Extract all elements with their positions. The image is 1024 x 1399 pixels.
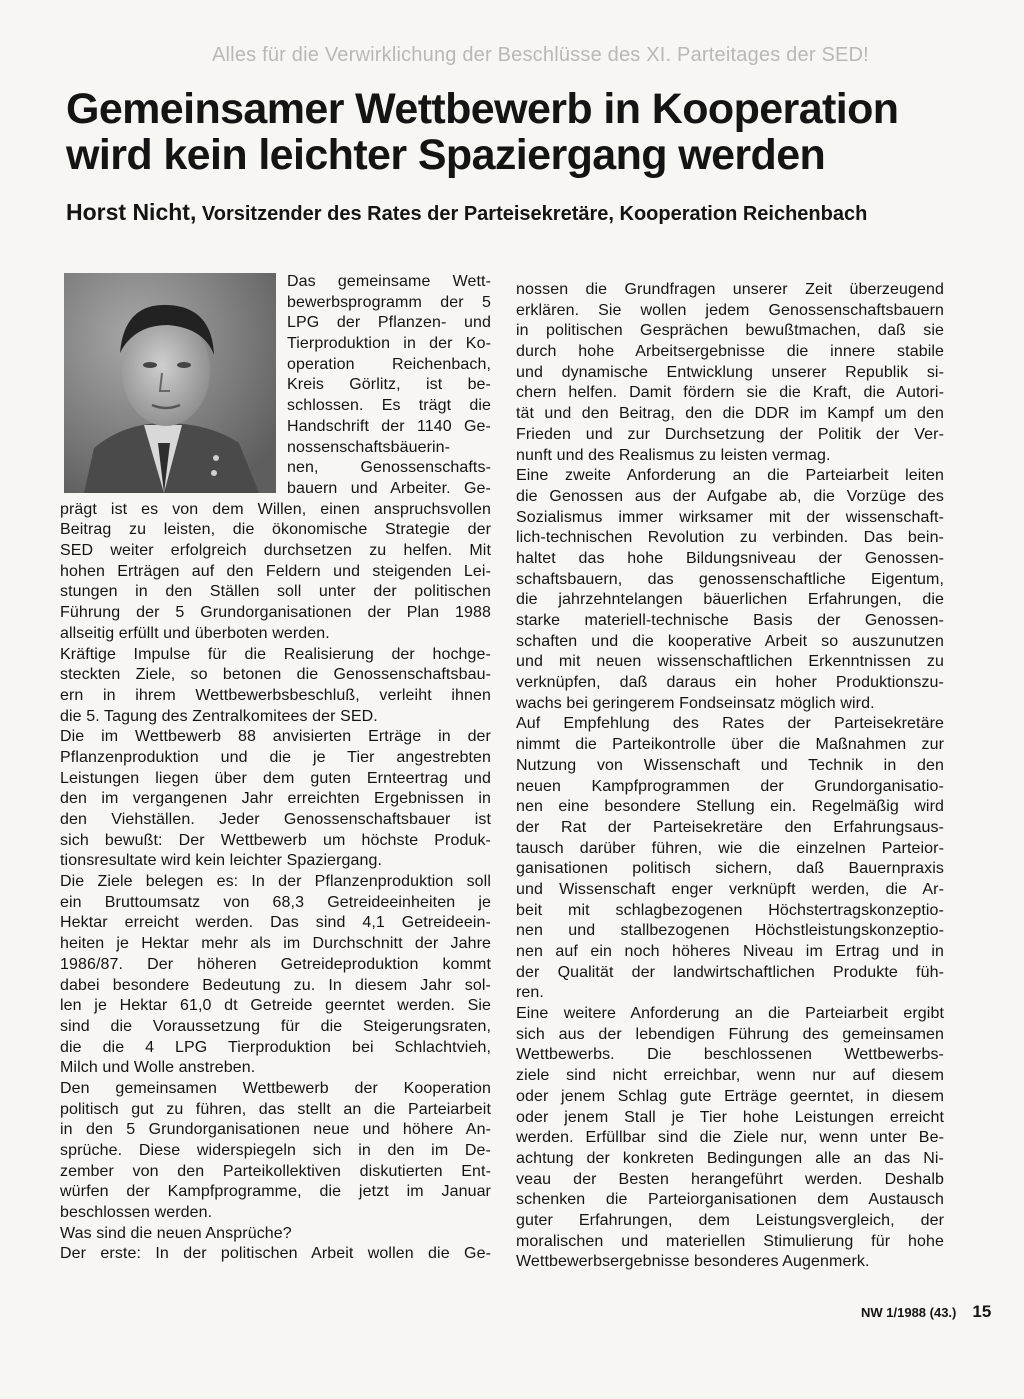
author-photo bbox=[64, 273, 276, 493]
text-line: sprüche. Diese widerspiegeln sich in den im De- bbox=[60, 1142, 491, 1159]
issue-reference: NW 1/1988 (43.) bbox=[861, 1305, 957, 1320]
text-line: Auf Empfehlung des Rates der Parteisekretäre bbox=[516, 715, 944, 733]
text-line: den im vergangenen Jahr erreichten Ergebnissen in bbox=[60, 790, 491, 808]
text-line: den Viehställen. Jeder Genossenschaftsbauer ist bbox=[60, 811, 491, 828]
text-line: politisch gut zu führen, das stellt an die Parteiarbeit bbox=[60, 1100, 491, 1118]
text-line: Kreis Görlitz, ist be- bbox=[287, 376, 491, 394]
article-headline bbox=[66, 86, 966, 178]
text-line: ren. bbox=[516, 984, 544, 1002]
text-line: Leistungen liegen über dem guten Ernteertrag und bbox=[60, 769, 491, 787]
text-line: zember von den Parteikollektiven diskutierten Ent- bbox=[60, 1162, 491, 1180]
text-line: nimmt die Parteikontrolle über die Maßnahmen zur bbox=[516, 736, 944, 754]
text-line: Eine zweite Anforderung an die Parteiarbeit leiten bbox=[516, 467, 944, 485]
text-line: oder jenem Stall je Tier hohe Leistungen erreicht bbox=[516, 1108, 944, 1126]
portrait-image bbox=[64, 273, 276, 493]
text-line: Wettbewerbsergebnisse besonderes Augenmerk. bbox=[516, 1253, 870, 1271]
text-line: Was sind die neuen Ansprüche? bbox=[60, 1224, 292, 1242]
text-line: nunft und des Realismus zu leisten vermag. bbox=[516, 446, 831, 464]
article-text-column-narrow bbox=[287, 272, 491, 500]
page-number: 15 bbox=[972, 1302, 992, 1321]
text-line: Der erste: In der politischen Arbeit wollen die Ge- bbox=[60, 1245, 491, 1263]
text-line: nen eine besondere Stellung ein. Regelmäßig wird bbox=[516, 798, 944, 816]
text-line: starke materiell-technische Basis der Genossen- bbox=[516, 612, 944, 629]
text-line: Nutzung von Wissenschaft und Technik in den bbox=[516, 756, 944, 774]
text-line: beschlossen werden. bbox=[60, 1204, 213, 1222]
text-line: werden. Erfüllbar sind die Ziele nur, wenn unter Be- bbox=[516, 1129, 944, 1147]
headline-line-2: wird kein leichter Spaziergang werden bbox=[66, 131, 826, 179]
text-line: moralischen und materiellen Stimulierung für hohe bbox=[516, 1232, 944, 1250]
article-text-column-right bbox=[516, 280, 944, 1273]
text-line: Frieden und zur Durchsetzung der Politik der Ver- bbox=[516, 425, 944, 443]
author-role: Vorsitzender des Rates der Parteisekretäre, Kooperation Reichenbach bbox=[196, 203, 868, 225]
text-line: und mit neuen wissenschaftlichen Erkenntnissen zu bbox=[516, 653, 944, 671]
text-line: Wettbewerbs. Die beschlossenen Wettbewerbs- bbox=[516, 1046, 944, 1064]
text-line: bewerbsprogramm der 5 bbox=[287, 293, 491, 311]
text-line: LPG der Pflanzen- und bbox=[287, 314, 491, 332]
text-line: achtung der konkreten Bedingungen alle an das Ni- bbox=[516, 1149, 944, 1167]
text-line: Sozialismus immer wirksamer mit der wissenschaft- bbox=[516, 508, 944, 526]
text-line: in politischen Gesprächen bewußtmachen, daß sie bbox=[516, 322, 944, 340]
article-text-column-left bbox=[60, 500, 491, 1265]
text-line: oder jenem Schlag gute Erträge geerntet, in diesem bbox=[516, 1087, 944, 1105]
kicker-slogan: Alles für die Verwirklichung der Beschlüsse des XI. Parteitages der SED! bbox=[212, 44, 869, 66]
text-line: len je Hektar 61,0 dt Getreide geerntet werden. Sie bbox=[60, 997, 491, 1015]
text-line: schaften und die kooperative Arbeit so auszunutzen bbox=[516, 632, 944, 650]
text-line: allseitig erfüllt und überboten werden. bbox=[60, 624, 330, 642]
text-line: ziele sind nicht erreichbar, wenn nur auf diesem bbox=[516, 1067, 944, 1085]
text-line: Die Ziele belegen es: In der Pflanzenproduktion soll bbox=[60, 873, 491, 891]
text-line: erklären. Sie wollen jedem Genossenschaftsbauern bbox=[516, 301, 944, 319]
text-line: steckten Ziele, so betonen die Genossenschaftsbau- bbox=[60, 666, 491, 684]
text-line: Pflanzenproduktion und die je Tier angestrebten bbox=[60, 748, 491, 766]
byline bbox=[66, 199, 966, 226]
text-line: sich aus der lebendigen Führung des gemeinsamen bbox=[516, 1025, 944, 1043]
text-line: die die 4 LPG Tierproduktion bei Schlachtvieh, bbox=[60, 1038, 491, 1056]
text-line: neuen Kampfprogrammen der Grundorganisatio- bbox=[516, 777, 944, 795]
text-line: der Rat der Parteisekretäre den Erfahrungsaus- bbox=[516, 818, 944, 836]
text-line: Führung der 5 Grundorganisationen der Plan 1988 bbox=[60, 604, 491, 622]
text-line: würfen der Kampfprogramme, die jetzt im Januar bbox=[60, 1183, 491, 1201]
headline-line-1: Gemeinsamer Wettbewerb in Kooperation bbox=[66, 85, 899, 133]
text-line: lich-technischen Revolution zu verbinden. Das bein- bbox=[516, 529, 944, 547]
text-line: sind die Voraussetzung für die Steigerungsraten, bbox=[60, 1017, 491, 1035]
text-line: tionsresultate wird kein leichter Spaziergang. bbox=[60, 852, 383, 870]
text-line: tät und den Beitrag, den die DDR im Kampf um den bbox=[516, 405, 944, 423]
text-line: tausch darüber führen, wie die einzelnen Parteior- bbox=[516, 839, 944, 857]
text-line: chern helfen. Damit fördern sie die Kraft, die Autori- bbox=[516, 384, 944, 402]
text-line: die jahrzehntelangen bäuerlichen Erfahrungen, die bbox=[516, 591, 944, 609]
text-line: bauern und Arbeiter. Ge- bbox=[287, 479, 491, 497]
text-line: der Qualität der landwirtschaftlichen Produkte füh- bbox=[516, 963, 944, 981]
text-line: die 5. Tagung des Zentralkomitees der SED. bbox=[60, 707, 378, 725]
text-line: 1986/87. Der höheren Getreideproduktion kommt bbox=[60, 955, 491, 973]
text-line: guter Erfahrungen, dem Leistungsvergleich, der bbox=[516, 1211, 944, 1229]
text-line: schaftsbauern, das genossenschaftliche Eigentum, bbox=[516, 570, 944, 588]
text-line: Das gemeinsame Wett- bbox=[287, 273, 491, 290]
text-line: Die im Wettbewerb 88 anvisierten Erträge in der bbox=[60, 728, 491, 746]
text-line: Den gemeinsamen Wettbewerb der Kooperation bbox=[60, 1079, 491, 1097]
text-line: Eine weitere Anforderung an die Parteiarbeit ergibt bbox=[516, 1005, 944, 1023]
text-line: Kräftige Impulse für die Realisierung der hochge- bbox=[60, 645, 491, 663]
text-line: nossen die Grundfragen unserer Zeit überzeugend bbox=[516, 281, 944, 298]
text-line: schlossen. Es trägt die bbox=[287, 397, 491, 415]
text-line: nen und stallbezogenen Höchstleistungskonzeptio- bbox=[516, 922, 944, 940]
text-line: Beitrag zu leisten, die ökonomische Strategie der bbox=[60, 521, 491, 539]
text-line: operation Reichenbach, bbox=[287, 355, 491, 373]
author-name: Horst Nicht, bbox=[66, 199, 197, 225]
text-line: die Genossen aus der Aufgabe ab, die Vorzüge des bbox=[516, 487, 944, 505]
text-line: ern in ihrem Wettbewerbsbeschluß, verleiht ihnen bbox=[60, 686, 491, 704]
text-line: nen, Genossenschafts- bbox=[287, 459, 491, 477]
text-line: schenken die Parteiorganisationen dem Austausch bbox=[516, 1191, 944, 1209]
text-line: und Wissenschaft enger verknüpft werden, die Ar- bbox=[516, 880, 944, 898]
text-line: nossenschaftsbäuerin- bbox=[287, 438, 451, 456]
text-line: ein Bruttoumsatz von 68,3 Getreideeinheiten je bbox=[60, 893, 491, 911]
text-line: wachs bei geringerem Fondseinsatz möglich wird. bbox=[516, 694, 875, 712]
text-line: ganisationen politisch sichern, daß Bauernpraxis bbox=[516, 860, 944, 878]
text-line: SED weiter erfolgreich durchsetzen zu helfen. Mit bbox=[60, 542, 491, 560]
text-line: in den 5 Grundorganisationen neue und höhere An- bbox=[60, 1121, 491, 1139]
text-line: nen auf ein noch höheres Niveau im Ertrag und in bbox=[516, 943, 944, 960]
page-footer bbox=[861, 1302, 991, 1322]
text-line: haltet das hohe Bildungsniveau der Genossen- bbox=[516, 549, 944, 567]
text-line: Tierproduktion in der Ko- bbox=[287, 335, 491, 353]
text-line: sich bewußt: Der Wettbewerb um höchste Produk- bbox=[60, 831, 491, 849]
text-line: stungen in den Ställen soll unter der politischen bbox=[60, 583, 491, 601]
text-line: hohen Erträgen auf den Feldern und steigenden Lei- bbox=[60, 562, 491, 580]
text-line: veau der Besten herangeführt werden. Deshalb bbox=[516, 1170, 944, 1188]
text-line: Handschrift der 1140 Ge- bbox=[287, 417, 491, 435]
text-line: prägt ist es von dem Willen, einen anspruchsvollen bbox=[60, 500, 491, 518]
text-line: beit mit schlagbezogenen Höchstertragskonzeptio- bbox=[516, 901, 944, 919]
text-line: heiten je Hektar mehr als im Durchschnitt der Jahre bbox=[60, 935, 491, 953]
text-line: dabei besondere Bedeutung zu. In diesem Jahr sol- bbox=[60, 976, 491, 994]
text-line: verknüpfen, daß daraus ein hoher Produktionszu- bbox=[516, 674, 944, 692]
text-line: Milch und Wolle anstreben. bbox=[60, 1059, 256, 1077]
text-line: und dynamische Entwicklung unserer Republik si- bbox=[516, 363, 944, 381]
text-line: Hektar erreicht werden. Das sind 4,1 Getreideein- bbox=[60, 914, 491, 932]
text-line: durch hohe Arbeitsergebnisse die innere stabile bbox=[516, 343, 944, 361]
